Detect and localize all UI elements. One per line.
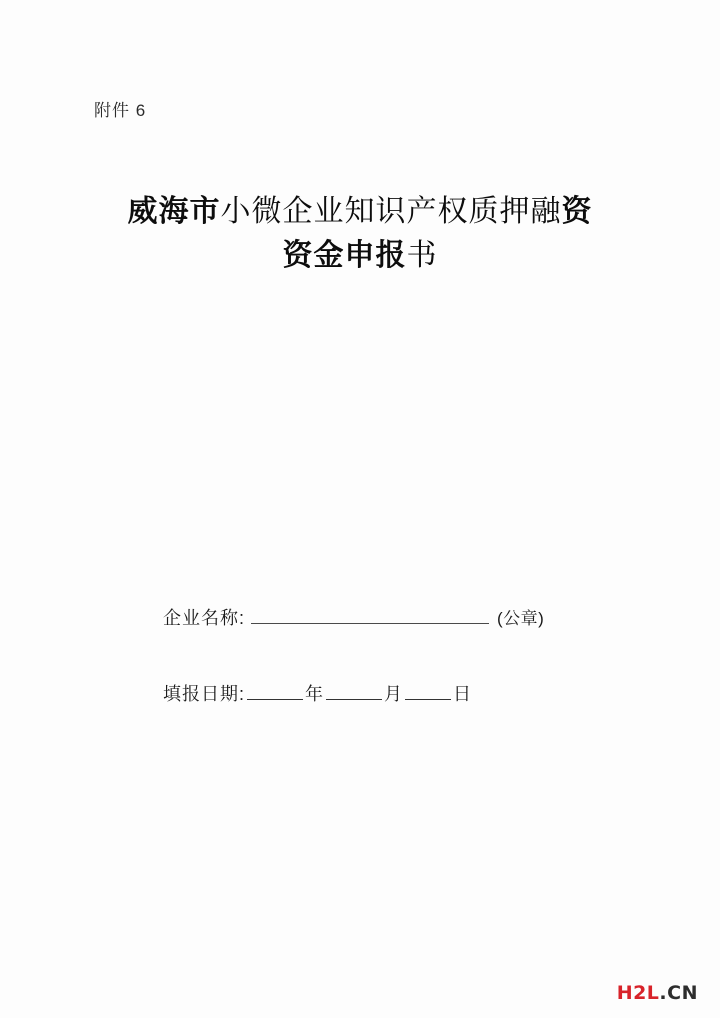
page-title [100,190,620,278]
company-name-label: 企业名称: [163,608,246,628]
title-line-2 [100,234,620,278]
title-line-1 [100,190,620,234]
seal-note: (公章) [497,609,545,628]
title-line-2-bold: 资金申报 [282,238,407,273]
report-date-field-block [0,680,720,706]
attachment-label: 附件 6 [94,101,147,120]
month-input[interactable] [326,684,382,700]
title-line-1-bold-tail: 资 [561,194,593,229]
title-line-1-regular: 小微企业知识产权质押融 [220,195,562,228]
month-unit-label: 月 [384,684,404,704]
year-input[interactable] [247,684,303,700]
watermark-prefix: H2L [616,982,660,1004]
watermark-suffix: .CN [659,982,698,1004]
report-date-label: 填报日期: [163,684,246,704]
year-unit-label: 年 [305,684,325,704]
watermark [617,982,698,1004]
title-line-1-bold: 威海市 [127,194,221,229]
day-unit-label: 日 [453,684,473,704]
title-line-2-regular: 书 [406,239,438,272]
day-input[interactable] [405,684,451,700]
company-name-field-block [0,604,720,630]
company-name-input[interactable] [251,607,489,624]
